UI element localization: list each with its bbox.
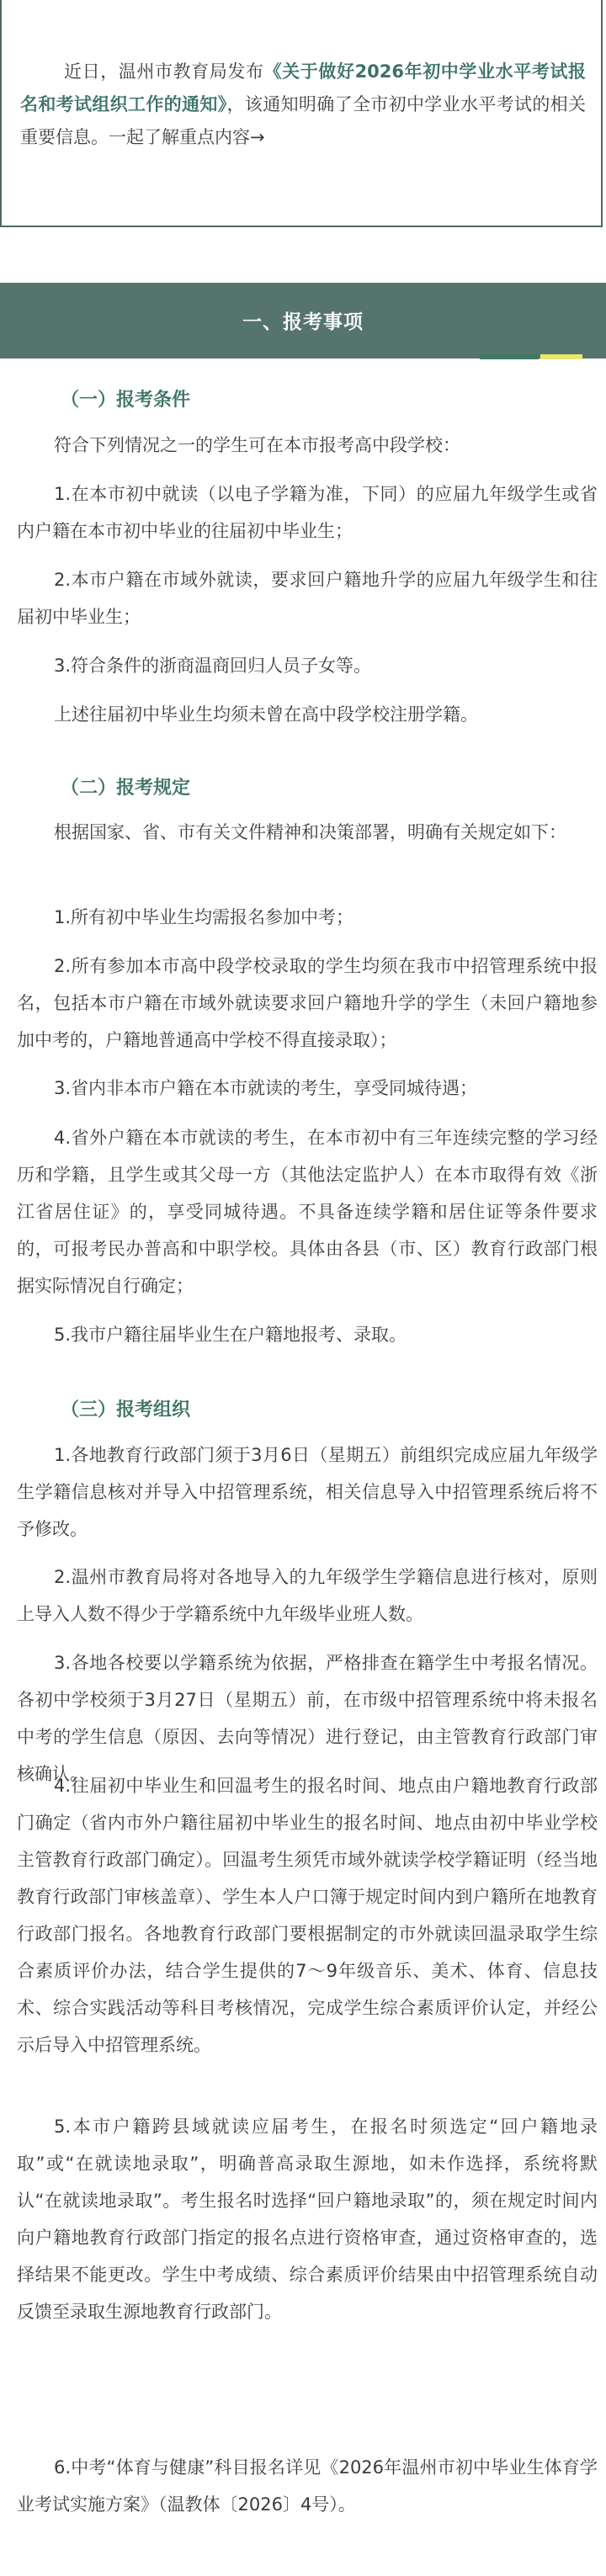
- subheading-organization: （三）报考组织: [61, 1400, 191, 1421]
- paragraph: 1.所有初中毕业生均需报名参加中考；: [54, 907, 354, 927]
- section-title: 一、报考事项: [242, 311, 364, 333]
- subheading-rules: （二）报考规定: [61, 778, 191, 799]
- subheading-eligibility: （一）报考条件: [61, 390, 191, 411]
- paragraph: 3.省内非本市户籍在本市就读的考生，享受同城待遇；: [54, 1078, 478, 1098]
- paragraph: 根据国家、省、市有关文件精神和决策部署，明确有关规定如下：: [54, 822, 566, 842]
- paragraph: 3.各地各校要以学籍系统为依据，严格排查在籍学生中考报名情况。各初中学校须于3月27日（星期五）前，在市级中招管理系统中将未报名中考的学生信息（原因、去向等情况）进行登记，由主管教育行政部门审核确认。: [17, 1653, 598, 1784]
- paragraph: 3.符合条件的浙商温商回归人员子女等。: [54, 656, 372, 676]
- intro-suffix: ，该通知明确了全市初中学业水平考试的相关重要信息。一起了解重点内容→: [20, 94, 587, 147]
- banner-decoration-green: [480, 354, 539, 359]
- paragraph: 4.往届初中毕业生和回温考生的报名时间、地点由户籍地教育行政部门确定（省内市外户籍往届初中毕业生的报名时间、地点由初中毕业学校主管教育行政部门确定）。回温考生须凭市域外就读学校学籍证明（经当地教育行政部门审核盖章）、学生本人户口簿于规定时间内到户籍所在地教育行政部门报名。各地教育行政部门要根据制定的市外就读回温录取学生综合素质评价办法，结合学生提供的7～9年级音乐、美术、体育、信息技术、综合实践活动等科目考核情况，完成学生综合素质评价认定，并经公示后导入中招管理系统。: [17, 1776, 598, 2055]
- intro-prefix: 近日，温州市教育局发布: [64, 61, 264, 82]
- intro-paragraph: [20, 56, 586, 154]
- paragraph: 2.温州市教育局将对各地导入的九年级学生学籍信息进行核对，原则上导入人数不得少于学籍系统中九年级毕业班人数。: [17, 1567, 598, 1624]
- paragraph: 5.本市户籍跨县域就读应届考生，在报名时须选定“回户籍地录取”或“在就读地录取”，明确普高录取生源地，如未作选择，系统将默认“在就读地录取”。考生报名时选择“回户籍地录取”的，须在规定时间内向户籍地教育行政部门指定的报名点进行资格审查，通过资格审查的，选择结果不能更改。学生中考成绩、综合素质评价结果由中招管理系统自动反馈至录取生源地教育行政部门。: [17, 2117, 598, 2322]
- paragraph: 符合下列情况之一的学生可在本市报考高中段学校：: [54, 435, 460, 455]
- paragraph: 4.省外户籍在本市就读的考生，在本市初中有三年连续完整的学习经历和学籍，且学生或其父母一方（其他法定监护人）在本市取得有效《浙江省居住证》的，享受同城待遇。不具备连续学籍和居住证等条件要求的，可报考民办普高和中职学校。具体由各县（市、区）教育行政部门根据实际情况自行确定；: [17, 1128, 598, 1296]
- paragraph: 2.所有参加本市高中段学校录取的学生均须在我市中招管理系统中报名，包括本市户籍在市域外就读要求回户籍地升学的学生（未回户籍地参加中考的，户籍地普通高中学校不得直接录取）；: [17, 956, 598, 1050]
- banner-decoration-yellow: [540, 354, 582, 359]
- paragraph: 上述往届初中毕业生均须未曾在高中段学校注册学籍。: [54, 704, 478, 725]
- paragraph: 5.我市户籍往届毕业生在户籍地报考、录取。: [54, 1325, 407, 1345]
- notice-title-link: 《关于做好2026年初中学业水平考试报名和考试组织工作的通知》: [20, 61, 586, 114]
- paragraph: 1.各地教育行政部门须于3月6日（星期五）前组织完成应届九年级学生学籍信息核对并导入中招管理系统，相关信息导入中招管理系统后将不予修改。: [17, 1445, 598, 1539]
- paragraph: 6.中考“体育与健康”科目报名详见《2026年温州市初中毕业生体育学业考试实施方案》（温教体〔2026〕4号）。: [17, 2457, 598, 2515]
- intro-box: [0, 0, 603, 227]
- section-banner: [0, 283, 606, 359]
- paragraph: 1.在本市初中就读（以电子学籍为准，下同）的应届九年级学生或省内户籍在本市初中毕业的往届初中毕业生；: [17, 484, 598, 541]
- paragraph: 2.本市户籍在市域外就读，要求回户籍地升学的应届九年级学生和往届初中毕业生；: [17, 570, 598, 627]
